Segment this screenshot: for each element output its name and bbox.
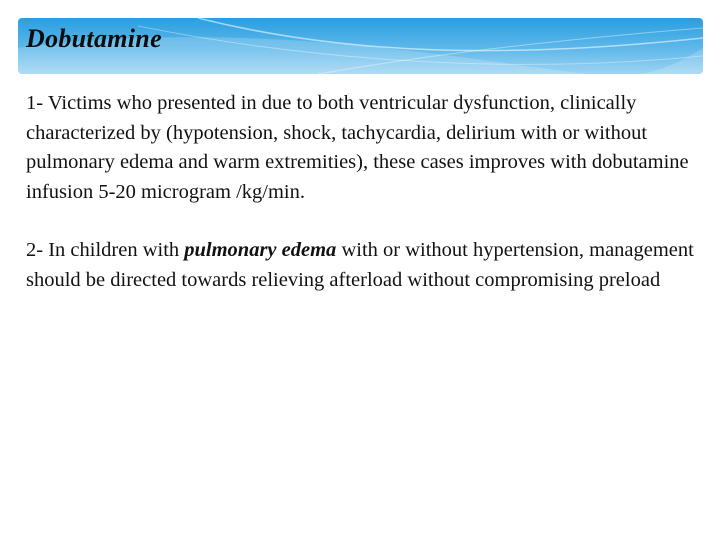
title-banner — [18, 18, 703, 74]
paragraph-2 — [26, 236, 706, 295]
paragraph-1: 1- Victims who presented in due to both ventricular dysfunction, clinically characterized by (hypotension, shock, tachycardia, delirium with or without pulmonary edema and warm extremities), these cases improves with dobutamine infusion 5-20 microgram /kg/min. — [26, 92, 689, 203]
slide-body — [26, 89, 706, 295]
slide-title: Dobutamine — [26, 24, 162, 53]
paragraph-2-lead: 2- In children with — [26, 239, 185, 261]
paragraph-2-emphasis: pulmonary edema — [184, 239, 337, 261]
paragraph-2-rest: with or without hypertension, management should be directed towards relieving afterload without compromising preload — [26, 239, 694, 291]
